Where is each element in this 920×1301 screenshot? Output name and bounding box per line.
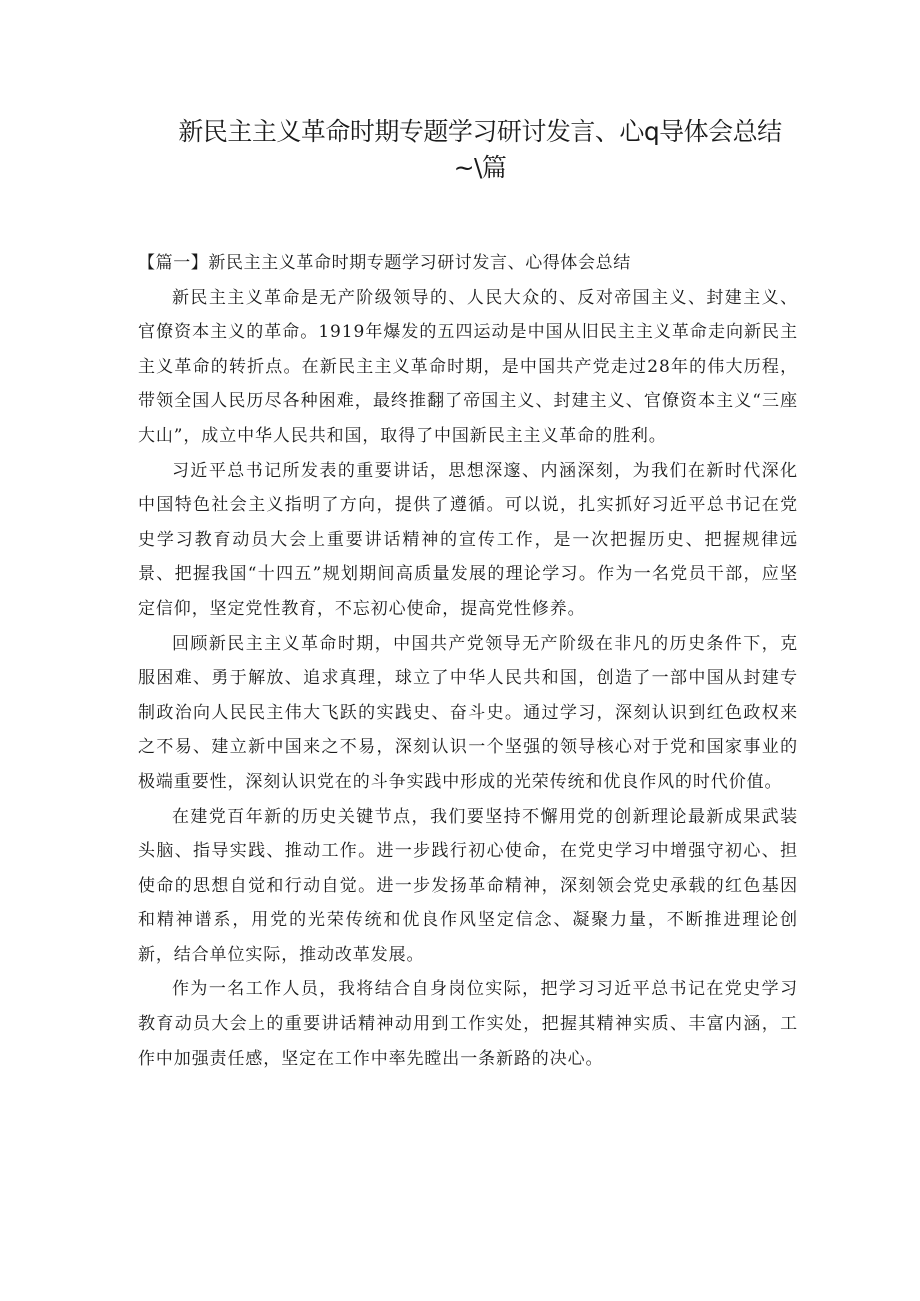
paragraph-1: 新民主主义革命是无产阶级领导的、人民大众的、反对帝国主义、封建主义、官僚资本主义的革命。1919年爆发的五四运动是中国从旧民主主义革命走向新民主主义革命的转折点。在新民主主义革命时期，是中国共产党走过28年的伟大历程，带领全国人民历尽各种困难，最终推翻了帝国主义、封建主义、官僚资本主义“三座大山”，成立中华人民共和国，取得了中国新民主主义革命的胜利。	[138, 287, 798, 446]
paragraph-4: 在建党百年新的历史关键节点，我们要坚持不懈用党的创新理论最新成果武装头脑、指导实践、推动工作。进一步践行初心使命，在党史学习中增强守初心、担使命的思想自觉和行动自觉。进一步发扬革命精神，深刻领会党史承载的红色基因和精神谱系，用党的光荣传统和优良作风坚定信念、凝聚力量，不断推进理论创新，结合单位实际，推动改革发展。	[138, 806, 798, 965]
paragraph-5: 作为一名工作人员，我将结合自身岗位实际，把学习习近平总书记在党史学习教育动员大会上的重要讲话精神动用到工作实处，把握其精神实质、丰富内涵，工作中加强责任感，坚定在工作中率先瞠出一条新路的决心。	[138, 979, 798, 1069]
section-heading: 【篇一】新民主主义革命时期专题学习研讨发言、心得体会总结	[138, 253, 631, 273]
document-title-line2: ~\篇	[453, 153, 507, 182]
paragraph-3: 回顾新民主主义革命时期，中国共产党领导无产阶级在非凡的历史条件下，克服困难、勇于解放、追求真理，球立了中华人民共和国，创造了一部中国从封建专制政治向人民民主伟大飞跃的实践史、奋斗史。通过学习，深刻认识到红色政权来之不易、建立新中国来之不易，深刻认识一个坚强的领导核心对于党和国家事业的极端重要性，深刻认识党在的斗争实践中形成的光荣传统和优良作风的时代价值。	[138, 633, 798, 792]
paragraph-2: 习近平总书记所发表的重要讲话，思想深邃、内涵深刻，为我们在新时代深化中国特色社会主义指明了方向，提供了遵循。可以说，扎实抓好习近平总书记在党史学习教育动员大会上重要讲话精神的宣传工作，是一次把握历史、把握规律远景、把握我国“十四五”规划期间高质量发展的理论学习。作为一名党员干部，应坚定信仰，坚定党性教育，不忘初心使命，提高党性修养。	[138, 460, 798, 619]
document-body	[138, 246, 798, 1076]
document-title-line1: 新民主主义革命时期专题学习研讨发言、心q导体会总结	[178, 117, 782, 146]
